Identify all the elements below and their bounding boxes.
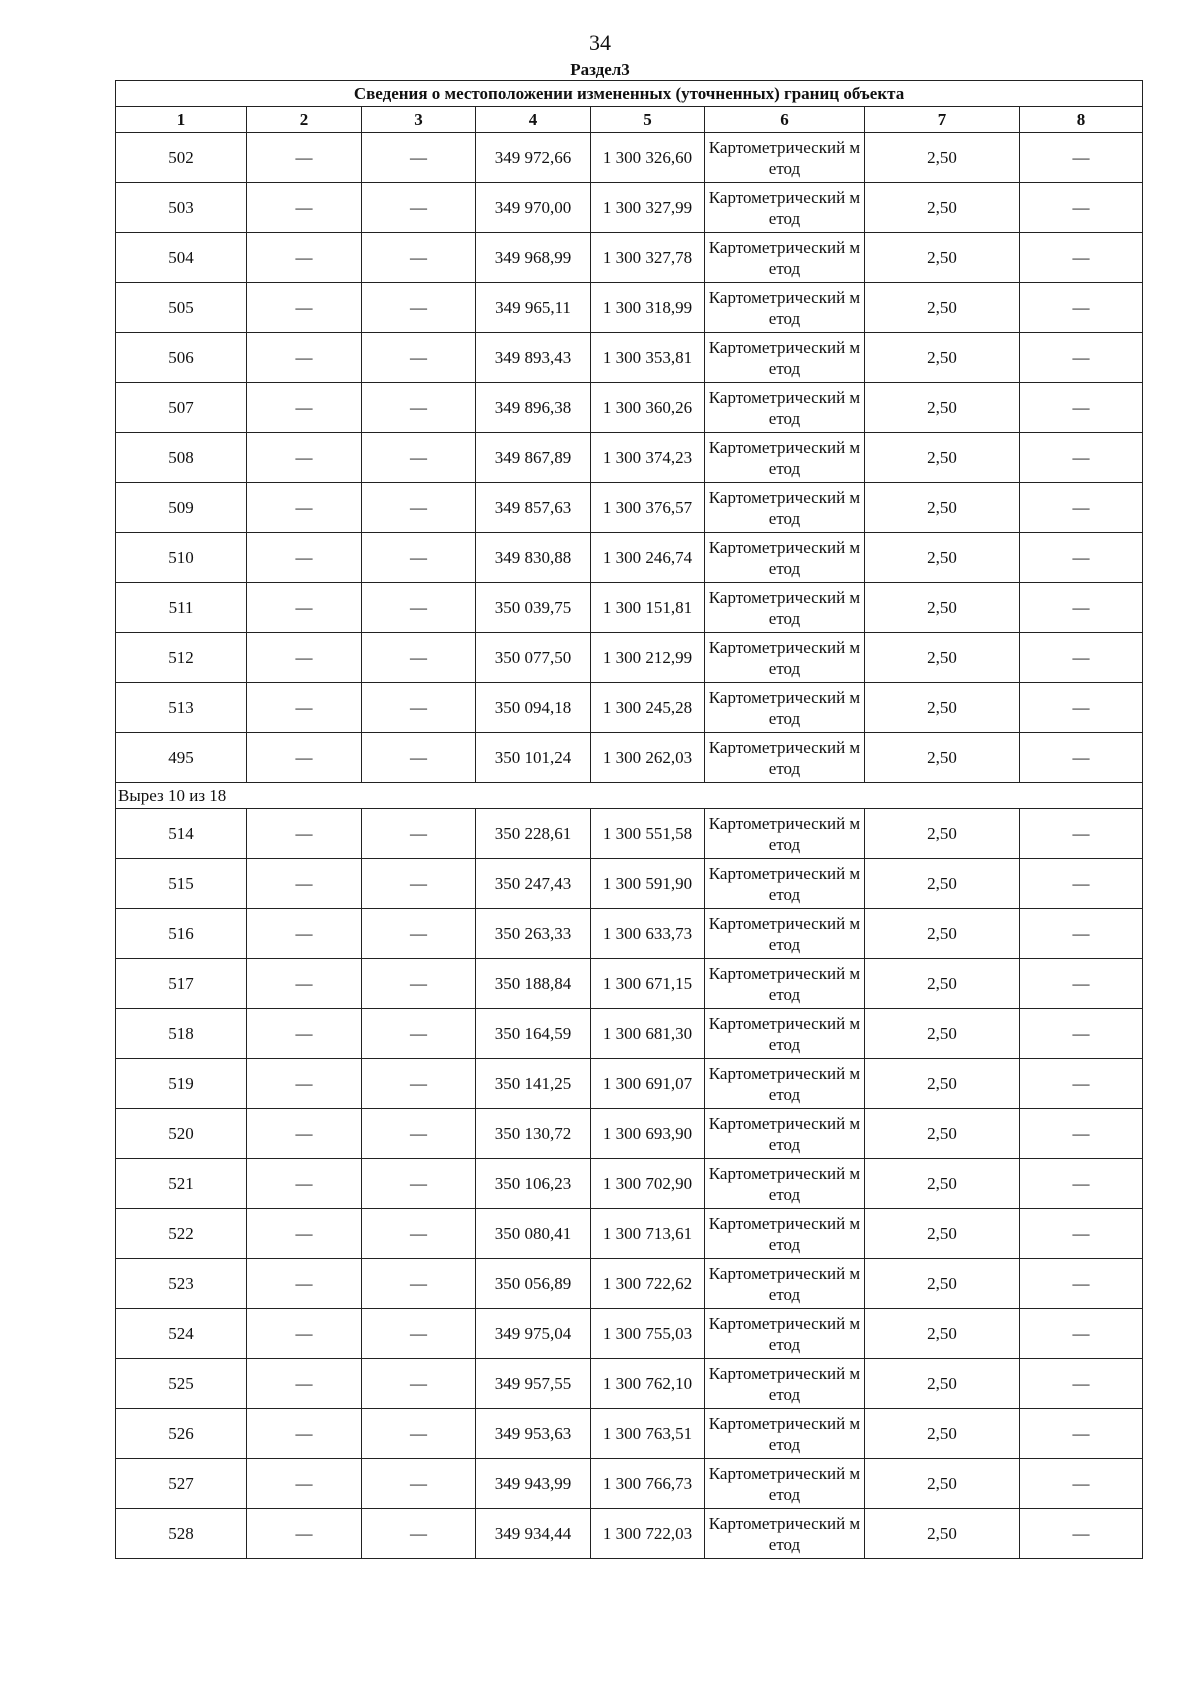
table-cell: — (247, 183, 362, 233)
table-row (116, 1259, 1143, 1309)
table-caption: Сведения о местоположении измененных (уточненных) границ объекта (116, 81, 1143, 107)
table-cell: — (362, 683, 476, 733)
table-cell: 350 263,33 (476, 909, 591, 959)
table-cell: 518 (116, 1009, 247, 1059)
table-cell: 349 867,89 (476, 433, 591, 483)
table-cell: — (247, 1459, 362, 1509)
page-number: 34 (589, 30, 611, 55)
table-cell: 1 300 327,78 (591, 233, 705, 283)
table-row (116, 333, 1143, 383)
table-row (116, 1209, 1143, 1259)
table-cell: Картометрический метод (705, 283, 865, 333)
table-cell: 350 056,89 (476, 1259, 591, 1309)
table-cell: — (1020, 1359, 1143, 1409)
table-cell: 2,50 (865, 1459, 1020, 1509)
table-cell: Картометрический метод (705, 633, 865, 683)
table-cell: 1 300 151,81 (591, 583, 705, 633)
table-cell: Картометрический метод (705, 1209, 865, 1259)
table-cell: — (1020, 809, 1143, 859)
table-cell: 508 (116, 433, 247, 483)
table-cell: 350 101,24 (476, 733, 591, 783)
table-cell: Картометрический метод (705, 1159, 865, 1209)
table-cell: — (247, 1359, 362, 1409)
table-cell: 2,50 (865, 1159, 1020, 1209)
table-cell: 2,50 (865, 1009, 1020, 1059)
table-cell: Картометрический метод (705, 1259, 865, 1309)
table-cell: 1 300 374,23 (591, 433, 705, 483)
table-cell: 504 (116, 233, 247, 283)
table-cell: — (1020, 583, 1143, 633)
table-cell: — (362, 433, 476, 483)
table-cell: Картометрический метод (705, 1309, 865, 1359)
table-cell: Картометрический метод (705, 733, 865, 783)
table-cell: 350 094,18 (476, 683, 591, 733)
table-cell: — (247, 959, 362, 1009)
table-cell: 2,50 (865, 483, 1020, 533)
table-cell: — (362, 133, 476, 183)
table-row (116, 133, 1143, 183)
table-cell: 513 (116, 683, 247, 733)
table-cell: 350 247,43 (476, 859, 591, 909)
table-cell: 349 943,99 (476, 1459, 591, 1509)
table-cell: 528 (116, 1509, 247, 1559)
table-cell: — (1020, 1109, 1143, 1159)
table-cell: — (1020, 1509, 1143, 1559)
table-row (116, 959, 1143, 1009)
table-row (116, 809, 1143, 859)
table-cell: Картометрический метод (705, 683, 865, 733)
table-cell: 349 957,55 (476, 1359, 591, 1409)
table-row (116, 1409, 1143, 1459)
table-cell: Картометрический метод (705, 1359, 865, 1409)
table-cell: Картометрический метод (705, 183, 865, 233)
table-cell: — (247, 483, 362, 533)
table-row (116, 1159, 1143, 1209)
table-cell: 514 (116, 809, 247, 859)
table-cell: Картометрический метод (705, 909, 865, 959)
table-cell: 350 077,50 (476, 633, 591, 683)
table-cell: 2,50 (865, 1509, 1020, 1559)
table-cell: — (247, 1309, 362, 1359)
table-cell: — (362, 1209, 476, 1259)
table-cell: — (247, 809, 362, 859)
section-subheader-row (116, 783, 1143, 809)
table-row (116, 533, 1143, 583)
table-cell: 1 300 353,81 (591, 333, 705, 383)
column-header-row (116, 107, 1143, 133)
table-cell: — (247, 1209, 362, 1259)
table-cell: 519 (116, 1059, 247, 1109)
table-cell: 522 (116, 1209, 247, 1259)
table-cell: 517 (116, 959, 247, 1009)
table-cell: 2,50 (865, 433, 1020, 483)
table-cell: — (1020, 333, 1143, 383)
table-cell: 1 300 762,10 (591, 1359, 705, 1409)
boundary-coordinates-table (115, 80, 1143, 1559)
table-cell: — (1020, 1459, 1143, 1509)
table-cell: 1 300 766,73 (591, 1459, 705, 1509)
table-cell: — (362, 733, 476, 783)
table-cell: 350 080,41 (476, 1209, 591, 1259)
table-cell: Картометрический метод (705, 233, 865, 283)
table-cell: — (1020, 1059, 1143, 1109)
table-row (116, 483, 1143, 533)
table-cell: Картометрический метод (705, 809, 865, 859)
table-row (116, 633, 1143, 683)
table-cell: 521 (116, 1159, 247, 1209)
table-cell: — (362, 1509, 476, 1559)
table-cell: — (1020, 183, 1143, 233)
table-cell: 526 (116, 1409, 247, 1459)
column-header: 4 (476, 107, 591, 133)
table-cell: Картометрический метод (705, 133, 865, 183)
table-cell: — (362, 1009, 476, 1059)
table-cell: Картометрический метод (705, 1109, 865, 1159)
table-cell: — (247, 1409, 362, 1459)
column-header: 6 (705, 107, 865, 133)
table-cell: Картометрический метод (705, 859, 865, 909)
table-cell: 512 (116, 633, 247, 683)
table-cell: — (362, 1409, 476, 1459)
table-cell: 1 300 681,30 (591, 1009, 705, 1059)
table-cell: — (247, 733, 362, 783)
table-cell: 1 300 722,62 (591, 1259, 705, 1309)
table-cell: 349 857,63 (476, 483, 591, 533)
table-cell: — (362, 1309, 476, 1359)
table-cell: 527 (116, 1459, 247, 1509)
section-title: Раздел3 (570, 60, 630, 79)
table-cell: 1 300 360,26 (591, 383, 705, 433)
table-cell: 1 300 551,58 (591, 809, 705, 859)
table-row (116, 909, 1143, 959)
table-cell: 2,50 (865, 1259, 1020, 1309)
table-cell: — (362, 533, 476, 583)
table-row (116, 383, 1143, 433)
table-cell: — (247, 909, 362, 959)
table-cell: 349 965,11 (476, 283, 591, 333)
table-cell: Картометрический метод (705, 383, 865, 433)
table-cell: 2,50 (865, 533, 1020, 583)
table-cell: 1 300 671,15 (591, 959, 705, 1009)
table-cell: 1 300 763,51 (591, 1409, 705, 1459)
table-cell: — (247, 1509, 362, 1559)
table-cell: 1 300 693,90 (591, 1109, 705, 1159)
table-cell: Картометрический метод (705, 1459, 865, 1509)
table-cell: — (1020, 133, 1143, 183)
table-cell: 349 970,00 (476, 183, 591, 233)
table-cell: — (247, 1259, 362, 1309)
table-cell: — (362, 1059, 476, 1109)
table-row (116, 683, 1143, 733)
section-subheader: Вырез 10 из 18 (116, 783, 1143, 809)
table-cell: — (1020, 533, 1143, 583)
table-cell: — (1020, 483, 1143, 533)
table-cell: Картометрический метод (705, 959, 865, 1009)
table-cell: 1 300 376,57 (591, 483, 705, 533)
table-cell: — (1020, 733, 1143, 783)
table-cell: — (247, 633, 362, 683)
table-cell: 2,50 (865, 233, 1020, 283)
table-cell: — (362, 859, 476, 909)
table-cell: 1 300 722,03 (591, 1509, 705, 1559)
table-cell: — (362, 909, 476, 959)
table-cell: 349 893,43 (476, 333, 591, 383)
table-cell: — (247, 1059, 362, 1109)
table-cell: 349 830,88 (476, 533, 591, 583)
table-cell: — (362, 1459, 476, 1509)
table-body (116, 133, 1143, 1559)
column-header: 7 (865, 107, 1020, 133)
table-cell: 1 300 262,03 (591, 733, 705, 783)
table-cell: 2,50 (865, 859, 1020, 909)
table-cell: — (362, 959, 476, 1009)
table-cell: 350 039,75 (476, 583, 591, 633)
table-row (116, 1309, 1143, 1359)
table-cell: 2,50 (865, 383, 1020, 433)
table-cell: 1 300 246,74 (591, 533, 705, 583)
table-cell: 515 (116, 859, 247, 909)
table-cell: 1 300 212,99 (591, 633, 705, 683)
table-cell: 511 (116, 583, 247, 633)
table-row (116, 233, 1143, 283)
table-cell: 495 (116, 733, 247, 783)
table-row (116, 1109, 1143, 1159)
table-cell: — (362, 333, 476, 383)
table-cell: — (362, 183, 476, 233)
table-cell: 349 975,04 (476, 1309, 591, 1359)
table-cell: — (1020, 233, 1143, 283)
table-cell: 506 (116, 333, 247, 383)
table-cell: 350 130,72 (476, 1109, 591, 1159)
table-cell: 505 (116, 283, 247, 333)
table-cell: Картометрический метод (705, 1409, 865, 1459)
table-cell: — (1020, 1309, 1143, 1359)
table-row (116, 1059, 1143, 1109)
table-cell: — (247, 283, 362, 333)
column-header: 2 (247, 107, 362, 133)
table-cell: 349 953,63 (476, 1409, 591, 1459)
table-cell: — (247, 1009, 362, 1059)
table-cell: 1 300 633,73 (591, 909, 705, 959)
table-cell: — (1020, 909, 1143, 959)
table-cell: 350 164,59 (476, 1009, 591, 1059)
table-row (116, 1009, 1143, 1059)
table-cell: 1 300 326,60 (591, 133, 705, 183)
table-cell: — (247, 859, 362, 909)
table-cell: — (247, 683, 362, 733)
table-cell: 523 (116, 1259, 247, 1309)
table-cell: 1 300 691,07 (591, 1059, 705, 1109)
table-cell: — (1020, 633, 1143, 683)
table-row (116, 1459, 1143, 1509)
table-cell: — (1020, 1409, 1143, 1459)
table-cell: — (247, 233, 362, 283)
table-cell: 1 300 713,61 (591, 1209, 705, 1259)
table-cell: Картометрический метод (705, 533, 865, 583)
table-cell: — (362, 383, 476, 433)
table-cell: 503 (116, 183, 247, 233)
table-cell: 2,50 (865, 1409, 1020, 1459)
table-cell: Картометрический метод (705, 433, 865, 483)
table-cell: 2,50 (865, 959, 1020, 1009)
table-cell: — (362, 583, 476, 633)
table-cell: 2,50 (865, 809, 1020, 859)
table-cell: — (247, 383, 362, 433)
table-cell: 2,50 (865, 283, 1020, 333)
table-cell: 2,50 (865, 1309, 1020, 1359)
table-cell: — (1020, 1209, 1143, 1259)
table-cell: 1 300 327,99 (591, 183, 705, 233)
table-cell: — (1020, 1009, 1143, 1059)
table-cell: 520 (116, 1109, 247, 1159)
table-cell: Картометрический метод (705, 583, 865, 633)
table-row (116, 583, 1143, 633)
table-row (116, 283, 1143, 333)
table-cell: — (247, 133, 362, 183)
table-cell: 509 (116, 483, 247, 533)
table-cell: — (247, 433, 362, 483)
table-cell: 350 106,23 (476, 1159, 591, 1209)
table-cell: Картометрический метод (705, 1059, 865, 1109)
table-cell: — (362, 809, 476, 859)
table-cell: 1 300 245,28 (591, 683, 705, 733)
table-row (116, 859, 1143, 909)
table-cell: — (362, 1359, 476, 1409)
table-cell: 2,50 (865, 683, 1020, 733)
table-cell: 524 (116, 1309, 247, 1359)
table-cell: — (1020, 1259, 1143, 1309)
column-header: 3 (362, 107, 476, 133)
table-cell: — (1020, 383, 1143, 433)
table-cell: — (1020, 283, 1143, 333)
table-row (116, 733, 1143, 783)
table-cell: — (1020, 683, 1143, 733)
table-cell: 2,50 (865, 1359, 1020, 1409)
table-cell: 350 228,61 (476, 809, 591, 859)
table-cell: — (362, 483, 476, 533)
table-cell: 2,50 (865, 1209, 1020, 1259)
table-cell: 2,50 (865, 333, 1020, 383)
table-cell: 2,50 (865, 633, 1020, 683)
table-cell: — (1020, 1159, 1143, 1209)
table-cell: 525 (116, 1359, 247, 1409)
table-cell: 349 896,38 (476, 383, 591, 433)
table-cell: 349 972,66 (476, 133, 591, 183)
table-cell: — (247, 333, 362, 383)
table-cell: 349 968,99 (476, 233, 591, 283)
table-cell: 2,50 (865, 733, 1020, 783)
table-cell: 510 (116, 533, 247, 583)
table-cell: 1 300 591,90 (591, 859, 705, 909)
column-header: 5 (591, 107, 705, 133)
table-cell: 2,50 (865, 133, 1020, 183)
table-cell: 2,50 (865, 183, 1020, 233)
table-cell: — (362, 1259, 476, 1309)
table-cell: — (362, 633, 476, 683)
column-header: 1 (116, 107, 247, 133)
table-row (116, 1359, 1143, 1409)
table-row (116, 183, 1143, 233)
table-cell: 1 300 755,03 (591, 1309, 705, 1359)
table-cell: — (1020, 959, 1143, 1009)
table-cell: 2,50 (865, 583, 1020, 633)
table-cell: Картометрический метод (705, 1509, 865, 1559)
table-cell: Картометрический метод (705, 333, 865, 383)
table-cell: 502 (116, 133, 247, 183)
table-cell: 350 188,84 (476, 959, 591, 1009)
table-cell: 2,50 (865, 1109, 1020, 1159)
table-cell: Картометрический метод (705, 483, 865, 533)
table-cell: — (1020, 433, 1143, 483)
table-cell: 507 (116, 383, 247, 433)
table-cell: — (1020, 859, 1143, 909)
table-cell: — (362, 283, 476, 333)
table-row (116, 1509, 1143, 1559)
table-cell: — (362, 1109, 476, 1159)
table-cell: 2,50 (865, 1059, 1020, 1109)
table-cell: — (247, 533, 362, 583)
column-header: 8 (1020, 107, 1143, 133)
table-cell: 350 141,25 (476, 1059, 591, 1109)
table-cell: 349 934,44 (476, 1509, 591, 1559)
table-cell: 2,50 (865, 909, 1020, 959)
table-cell: — (247, 1109, 362, 1159)
table-cell: — (362, 1159, 476, 1209)
table-cell: — (362, 233, 476, 283)
table-cell: Картометрический метод (705, 1009, 865, 1059)
table-cell: — (247, 583, 362, 633)
table-cell: 1 300 318,99 (591, 283, 705, 333)
table-row (116, 433, 1143, 483)
table-cell: 516 (116, 909, 247, 959)
table-cell: — (247, 1159, 362, 1209)
table-cell: 1 300 702,90 (591, 1159, 705, 1209)
